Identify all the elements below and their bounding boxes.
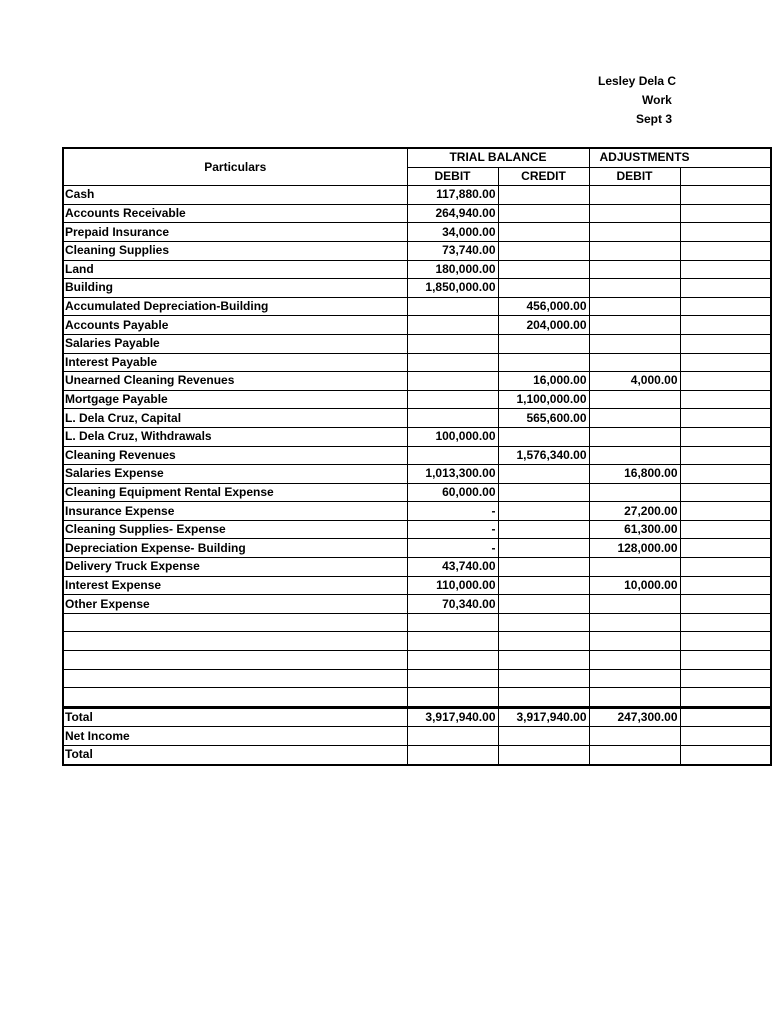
table-row [63,613,771,632]
table-row [63,186,771,205]
table-row [63,446,771,465]
adj-debit-cell: 128,000.00 [589,539,680,558]
total-adj-credit [680,707,771,727]
adj-debit-cell [589,613,680,632]
tb-debit-cell: 73,740.00 [407,241,498,260]
tb-debit-cell: 264,940.00 [407,204,498,223]
table-row [63,576,771,595]
table-row [63,502,771,521]
adj-debit-cell [589,483,680,502]
tb-debit-cell [407,688,498,708]
table-row [63,316,771,335]
account-name: Cleaning Revenues [63,446,407,465]
tb-credit-cell: 1,576,340.00 [498,446,589,465]
tb-credit-cell [498,502,589,521]
account-name: Salaries Expense [63,465,407,484]
adj-credit-cell [680,353,771,372]
tb-credit-cell [498,260,589,279]
adj-credit-cell [680,409,771,428]
total-row [63,707,771,727]
net-income-tb-credit [498,727,589,746]
table-row [63,353,771,372]
tb-debit-cell: 100,000.00 [407,427,498,446]
table-row [63,539,771,558]
adj-debit-cell [589,241,680,260]
table-row [63,651,771,670]
adj-debit-cell [589,297,680,316]
adj-credit-cell [680,427,771,446]
tb-credit-cell [498,204,589,223]
adj-debit-cell [589,688,680,708]
adj-credit-cell [680,334,771,353]
account-name: Cash [63,186,407,205]
tb-credit-cell: 16,000.00 [498,372,589,391]
table-row [63,409,771,428]
account-name [63,613,407,632]
table-row [63,520,771,539]
final-total-tb-debit [407,746,498,765]
adj-credit-cell [680,613,771,632]
adj-credit-cell [680,279,771,298]
adj-debit-cell [589,651,680,670]
tb-debit-cell [407,446,498,465]
worksheet [62,147,690,770]
adj-credit-cell [680,372,771,391]
table-row [63,558,771,577]
adj-debit-cell [589,279,680,298]
company-name: Lesley Dela C [598,74,677,88]
adj-debit-cell: 10,000.00 [589,576,680,595]
tb-credit-cell: 1,100,000.00 [498,390,589,409]
tb-credit-cell [498,558,589,577]
tb-debit-cell: 43,740.00 [407,558,498,577]
tb-debit-cell: - [407,502,498,521]
adj-credit-cell [680,669,771,688]
tb-credit-cell [498,651,589,670]
account-name: Cleaning Supplies [63,241,407,260]
account-name: Prepaid Insurance [63,223,407,242]
tb-credit-cell: 204,000.00 [498,316,589,335]
tb-debit-cell [407,409,498,428]
adj-credit-cell [680,390,771,409]
table-row [63,688,771,708]
table-row [63,204,771,223]
total-tb-credit: 3,917,940.00 [498,707,589,727]
final-total-tb-credit [498,746,589,765]
tb-credit-cell [498,223,589,242]
tb-credit-cell [498,576,589,595]
tb-debit-cell [407,353,498,372]
adj-credit-cell [680,186,771,205]
account-name: Other Expense [63,595,407,614]
document-title: Work [642,93,672,107]
account-name: Accumulated Depreciation-Building [63,297,407,316]
table-row [63,483,771,502]
tb-credit-cell [498,279,589,298]
tb-credit-cell [498,334,589,353]
tb-credit-cell [498,520,589,539]
account-name [63,688,407,708]
tb-debit-cell: 110,000.00 [407,576,498,595]
table-row [63,632,771,651]
account-name: Accounts Receivable [63,204,407,223]
adj-credit-cell [680,465,771,484]
tb-credit-cell: 565,600.00 [498,409,589,428]
table-row [63,223,771,242]
net-income-label: Net Income [63,727,407,746]
tb-credit-cell [498,632,589,651]
adj-credit-cell [680,483,771,502]
table-row [63,260,771,279]
adj-credit-cell [680,260,771,279]
adj-debit-cell: 27,200.00 [589,502,680,521]
adj-debit-cell [589,632,680,651]
tb-debit-cell [407,669,498,688]
table-row [63,279,771,298]
tb-debit-header: DEBIT [407,167,498,186]
account-name [63,632,407,651]
tb-debit-cell: 34,000.00 [407,223,498,242]
account-name: Land [63,260,407,279]
final-total-label: Total [63,746,407,765]
adj-credit-cell [680,223,771,242]
adj-credit-cell [680,632,771,651]
tb-credit-cell [498,241,589,260]
tb-debit-cell: 1,850,000.00 [407,279,498,298]
worksheet-table [62,147,772,766]
tb-credit-cell [498,483,589,502]
adj-credit-cell [680,651,771,670]
adj-credit-cell [680,558,771,577]
table-row [63,427,771,446]
adj-debit-cell: 61,300.00 [589,520,680,539]
adj-debit-cell [589,186,680,205]
account-name: Insurance Expense [63,502,407,521]
table-row [63,297,771,316]
net-income-row [63,727,771,746]
tb-credit-cell: 456,000.00 [498,297,589,316]
adj-debit-cell [589,316,680,335]
account-name: Cleaning Equipment Rental Expense [63,483,407,502]
adj-debit-cell [589,595,680,614]
tb-credit-cell [498,669,589,688]
account-name: Cleaning Supplies- Expense [63,520,407,539]
tb-debit-cell [407,632,498,651]
final-total-adj-debit [589,746,680,765]
adj-credit-cell [680,576,771,595]
table-row [63,390,771,409]
adj-debit-header: DEBIT [589,167,680,186]
tb-debit-cell [407,334,498,353]
tb-debit-cell: 70,340.00 [407,595,498,614]
tb-debit-cell: 180,000.00 [407,260,498,279]
adj-credit-cell [680,241,771,260]
document-date: Sept 3 [636,112,673,126]
tb-credit-cell [498,427,589,446]
account-name: Mortgage Payable [63,390,407,409]
adj-debit-cell [589,390,680,409]
adj-credit-cell [680,316,771,335]
table-row [63,595,771,614]
account-rows [63,186,771,708]
adj-debit-cell [589,669,680,688]
adj-credit-cell [680,297,771,316]
particulars-header: Particulars [63,148,407,186]
tb-credit-header: CREDIT [498,167,589,186]
total-adj-debit: 247,300.00 [589,707,680,727]
net-income-adj-debit [589,727,680,746]
account-name: Unearned Cleaning Revenues [63,372,407,391]
adj-debit-cell [589,260,680,279]
tb-credit-cell [498,539,589,558]
totals-section [63,707,771,764]
adj-credit-cell [680,502,771,521]
account-name: Accounts Payable [63,316,407,335]
adj-credit-cell [680,539,771,558]
adj-debit-cell [589,427,680,446]
tb-debit-cell: 60,000.00 [407,483,498,502]
adj-credit-cell [680,446,771,465]
tb-credit-cell [498,353,589,372]
adj-debit-cell: 16,800.00 [589,465,680,484]
table-row [63,465,771,484]
tb-debit-cell [407,651,498,670]
account-name [63,651,407,670]
adj-debit-cell [589,353,680,372]
tb-debit-cell [407,297,498,316]
account-name: Depreciation Expense- Building [63,539,407,558]
tb-credit-cell [498,186,589,205]
account-name [63,669,407,688]
table-row [63,241,771,260]
adj-debit-cell [589,558,680,577]
adj-credit-cell [680,204,771,223]
final-total-adj-credit [680,746,771,765]
table-row [63,334,771,353]
adj-credit-cell [680,520,771,539]
account-name: Interest Expense [63,576,407,595]
adj-debit-cell: 4,000.00 [589,372,680,391]
tb-credit-cell [498,688,589,708]
tb-credit-cell [498,595,589,614]
tb-debit-cell: - [407,520,498,539]
adj-credit-cell [680,595,771,614]
adj-debit-cell [589,223,680,242]
tb-debit-cell: 117,880.00 [407,186,498,205]
adj-debit-cell [589,409,680,428]
account-name: L. Dela Cruz, Withdrawals [63,427,407,446]
table-row [63,669,771,688]
adjustments-header: ADJUSTMENTS [589,148,771,167]
account-name: Delivery Truck Expense [63,558,407,577]
tb-credit-cell [498,465,589,484]
account-name: L. Dela Cruz, Capital [63,409,407,428]
adj-debit-cell [589,446,680,465]
tb-credit-cell [498,613,589,632]
total-label: Total [63,707,407,727]
account-name: Salaries Payable [63,334,407,353]
tb-debit-cell [407,613,498,632]
adj-debit-cell [589,334,680,353]
net-income-adj-credit [680,727,771,746]
final-total-row [63,746,771,765]
account-name: Interest Payable [63,353,407,372]
tb-debit-cell: 1,013,300.00 [407,465,498,484]
tb-debit-cell [407,316,498,335]
tb-debit-cell [407,372,498,391]
tb-debit-cell [407,390,498,409]
adj-credit-header [680,167,771,186]
adj-credit-cell [680,688,771,708]
net-income-tb-debit [407,727,498,746]
account-name: Building [63,279,407,298]
tb-debit-cell: - [407,539,498,558]
table-row [63,372,771,391]
adj-debit-cell [589,204,680,223]
total-tb-debit: 3,917,940.00 [407,707,498,727]
trial-balance-header: TRIAL BALANCE [407,148,589,167]
